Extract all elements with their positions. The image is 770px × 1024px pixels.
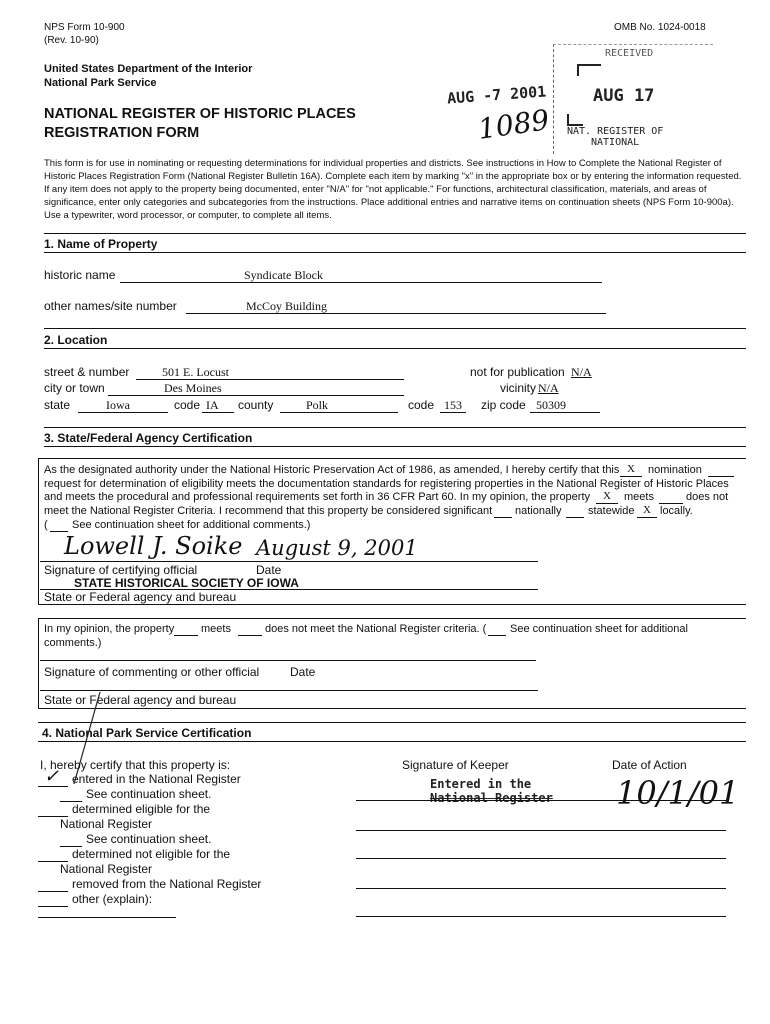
entered-stamp-line1: Entered in the (430, 777, 532, 791)
keeper-signature-label: Signature of Keeper (402, 758, 509, 772)
cert-nationally-label: nationally (515, 505, 562, 517)
cert-nomination-checkbox[interactable]: X (620, 462, 642, 477)
entered-label: entered in the National Register (72, 772, 241, 786)
section3-heading: 3. State/Federal Agency Certification (44, 431, 253, 445)
cert-line1: As the designated authority under the National Historic Preservation Act of 1986, as amended, I hereby certify that this (44, 464, 620, 476)
agency-label: State or Federal agency and bureau (44, 590, 237, 604)
agency-label-2: State or Federal agency and bureau (44, 693, 237, 707)
cert-nomination-label: nomination (648, 464, 702, 476)
state-field[interactable]: Iowa (78, 398, 168, 413)
cert-line2: request for determination of eligibility meets the documentation standards for registering properties in the National Register of Historic Places (44, 478, 729, 490)
zip-label: zip code (481, 398, 526, 412)
department: United States Department of the Interior (44, 63, 253, 75)
opinion-line2: comments.) (44, 637, 102, 649)
state-code-label: code (174, 398, 201, 412)
county-code-label: code (408, 398, 435, 412)
opinion-line1: In my opinion, the property (44, 623, 175, 635)
opinion-meets-label: meets (201, 623, 231, 635)
other-names-field[interactable]: McCoy Building (186, 299, 606, 314)
cert-statewide-label: statewide (588, 505, 635, 517)
street-label: street & number (44, 365, 130, 379)
section2-heading: 2. Location (44, 333, 108, 347)
other-label: other (explain): (72, 892, 153, 906)
historic-name-label: historic name (44, 268, 116, 282)
omb-number: OMB No. 1024-0018 (614, 22, 706, 33)
national-stamp: NATIONAL (591, 137, 640, 148)
nat-register-stamp: NAT. REGISTER OF (567, 126, 664, 137)
not-eligible-label: determined not eligible for the (72, 847, 231, 861)
aug-date-stamp: AUG 17 (593, 86, 655, 106)
other-names-label: other names/site number (44, 299, 177, 313)
signature-label: Signature of certifying official (44, 563, 198, 577)
city-field[interactable]: Des Moines (108, 381, 404, 396)
opinion-doesnot-label: does not meet the National Register criteria. ( (265, 623, 487, 635)
form-title-line1: NATIONAL REGISTER OF HISTORIC PLACES (44, 106, 356, 122)
section4-heading: 4. National Park Service Certification (42, 726, 252, 740)
state-label: state (44, 398, 71, 412)
vicinity-label: vicinity (500, 381, 537, 395)
vicinity-value[interactable]: N/A (538, 381, 559, 395)
section1-heading: 1. Name of Property (44, 237, 158, 251)
city-label: city or town (44, 381, 105, 395)
state-code-field[interactable]: IA (202, 398, 234, 413)
form-number: NPS Form 10-900 (44, 22, 125, 33)
date-of-action-label: Date of Action (612, 758, 687, 772)
form-revision: (Rev. 10-90) (44, 35, 99, 46)
eligible-label-2: National Register (60, 817, 153, 831)
service: National Park Service (44, 77, 157, 89)
eligible-label: determined eligible for the (72, 802, 211, 816)
agency-stamp: STATE HISTORICAL SOCIETY OF IOWA (74, 576, 299, 590)
cert-paren-open: ( (44, 519, 48, 531)
cert-doesnot-label: does not (686, 491, 729, 503)
eligible-checkbox[interactable] (38, 802, 68, 817)
certifying-date-handwritten: August 9, 2001 (256, 536, 418, 560)
nps-certify-label: I, hereby certify that this property is: (40, 758, 231, 772)
cert-locally-label: locally. (660, 505, 693, 517)
entered-checkmark-icon: ✓ (44, 766, 60, 787)
received-stamp: RECEIVED (605, 48, 654, 59)
historic-name-field[interactable]: Syndicate Block (120, 268, 602, 283)
county-code-field[interactable]: 153 (440, 398, 466, 413)
continuation-1-label: See continuation sheet. (86, 787, 212, 801)
not-for-publication-label: not for publication (470, 365, 565, 379)
intro-instructions: This form is for use in nominating or requesting determinations for individual properties and districts. See instructions in How to Complete the National Register of Historic Places Registration Form (National Register Bulletin 16A). Complete each item by marking "x" in the appropriate box or by entering the information requested. If any item does not apply to the property being documented, enter "N/A" for "not applicable." For functions, architectural classification, materials, and areas of significance, enter only categories and subcategories from the instructions. Place additional entries and narrative items on continuation sheets (NPS Form 10-900a). Use a typewriter, word processor, or computer, to complete all items. (44, 158, 742, 221)
cert-line5: See continuation sheet for additional comments.) (72, 519, 311, 531)
removed-label: removed from the National Register (72, 877, 262, 891)
opinion-continuation-label: See continuation sheet for additional (510, 623, 688, 635)
not-for-publication-value[interactable]: N/A (571, 365, 592, 379)
not-eligible-label-2: National Register (60, 862, 153, 876)
zip-field[interactable]: 50309 (530, 398, 600, 413)
continuation-2-label: See continuation sheet. (86, 832, 212, 846)
date-label: Date (256, 563, 282, 577)
county-field[interactable]: Polk (280, 398, 398, 413)
comment-date-label: Date (290, 665, 316, 679)
street-field[interactable]: 501 E. Locust (136, 365, 404, 380)
cert-meets-checkbox[interactable]: X (596, 489, 618, 504)
certifying-signature: Lowell J. Soike (64, 532, 243, 560)
date-of-action-handwritten: 10/1/01 (616, 774, 740, 812)
cert-line4: meet the National Register Criteria. I recommend that this property be considered significant (44, 505, 493, 517)
form-title-line2: REGISTRATION FORM (44, 125, 200, 141)
cert-meets-label: meets (624, 491, 654, 503)
cert-line3: and meets the procedural and professional requirements set forth in 36 CFR Part 60. In my opinion, the property (44, 491, 591, 503)
continuation-2-checkbox[interactable] (60, 832, 82, 847)
comment-signature-label: Signature of commenting or other official (44, 665, 260, 679)
handwritten-number: 1089 (476, 103, 552, 146)
continuation-1-checkbox[interactable] (60, 787, 82, 802)
removed-checkbox[interactable] (38, 877, 68, 892)
handwritten-received-date: AUG -7 2001 (446, 82, 547, 108)
cert-locally-checkbox[interactable]: X (637, 503, 657, 518)
county-label: county (238, 398, 274, 412)
entered-stamp-line2: National Register (430, 791, 553, 805)
other-checkbox[interactable] (38, 892, 68, 907)
not-eligible-checkbox[interactable] (38, 847, 68, 862)
